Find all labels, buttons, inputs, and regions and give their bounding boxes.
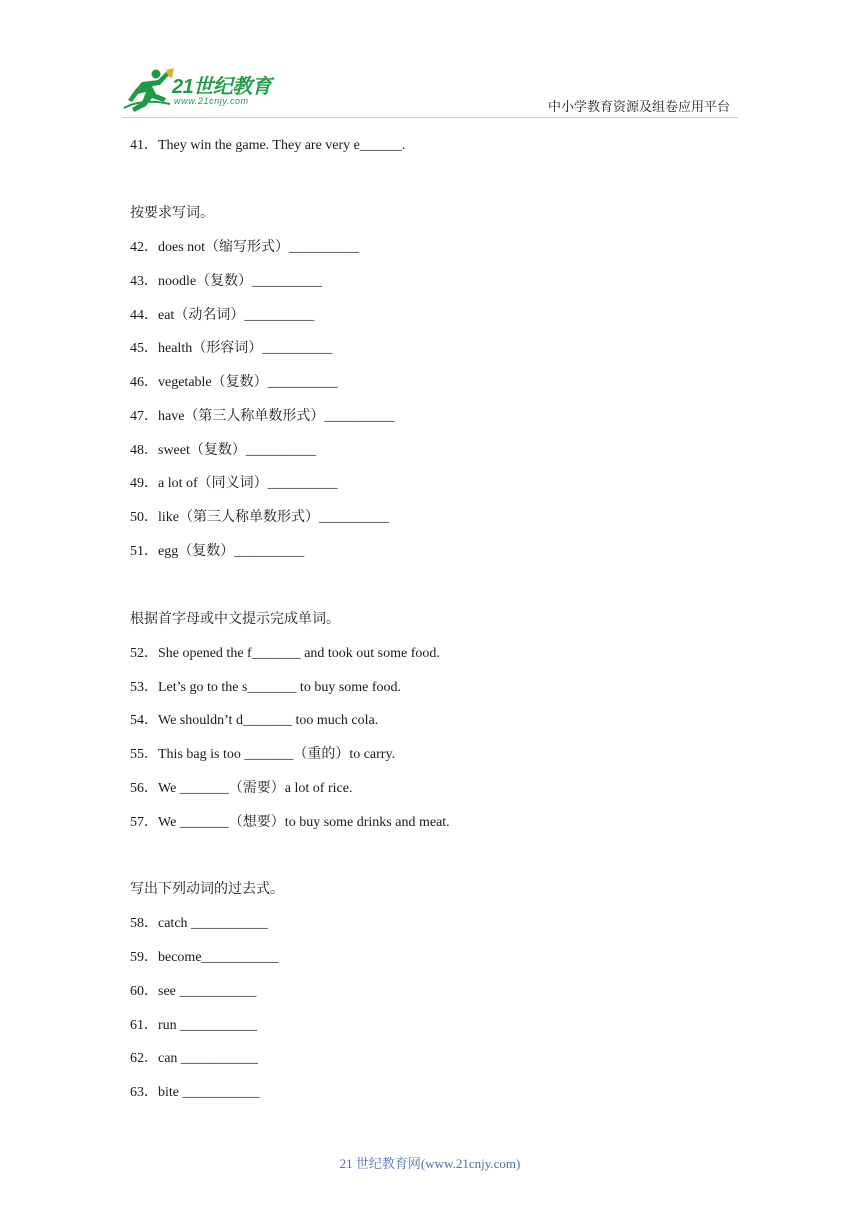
question-57: 57．We _______（想要）to buy some drinks and meat. bbox=[130, 815, 450, 830]
question-45: 45．health（形容词）__________ bbox=[130, 341, 333, 356]
question-43: 43．noodle（复数）__________ bbox=[130, 274, 323, 289]
logo-text: 21世纪教育 bbox=[172, 76, 272, 98]
question-48: 48．sweet（复数）__________ bbox=[130, 443, 316, 458]
question-42: 42．does not（缩写形式）__________ bbox=[130, 240, 360, 255]
logo-url: www.21cnjy.com bbox=[174, 96, 249, 106]
question-41: 41．They win the game. They are very e______. bbox=[130, 138, 406, 153]
question-52: 52．She opened the f_______ and took out some food. bbox=[130, 646, 440, 661]
page-footer: 21 世纪教育网(www.21cnjy.com) bbox=[339, 1156, 521, 1171]
question-51: 51．egg（复数）__________ bbox=[130, 544, 305, 559]
section-heading-past-tense: 写出下列动词的过去式。 bbox=[130, 882, 284, 897]
question-61: 61．run ___________ bbox=[130, 1018, 258, 1033]
question-63: 63．bite ___________ bbox=[130, 1085, 260, 1100]
brand-logo bbox=[122, 68, 292, 114]
question-53: 53．Let’s go to the s_______ to buy some food. bbox=[130, 680, 402, 695]
question-56: 56．We _______（需要）a lot of rice. bbox=[130, 781, 353, 796]
question-58: 58．catch ___________ bbox=[130, 916, 269, 931]
question-49: 49．a lot of（同义词）__________ bbox=[130, 476, 338, 491]
question-54: 54．We shouldn’t d_______ too much cola. bbox=[130, 713, 379, 728]
question-46: 46．vegetable（复数）__________ bbox=[130, 375, 338, 390]
header-slogan: 中小学教育资源及组卷应用平台 bbox=[547, 99, 730, 114]
question-47: 47．have（第三人称单数形式）__________ bbox=[130, 409, 395, 424]
question-60: 60．see ___________ bbox=[130, 984, 257, 999]
page-header bbox=[0, 0, 860, 125]
question-62: 62．can ___________ bbox=[130, 1051, 258, 1066]
question-50: 50．like（第三人称单数形式）__________ bbox=[130, 510, 389, 525]
question-59: 59．become___________ bbox=[130, 950, 279, 965]
runner-logo-icon bbox=[122, 68, 174, 114]
header-divider bbox=[122, 117, 738, 118]
question-44: 44．eat（动名词）__________ bbox=[130, 308, 315, 323]
section-heading-word-forms: 按要求写词。 bbox=[130, 206, 214, 221]
section-heading-fill-words: 根据首字母或中文提示完成单词。 bbox=[130, 612, 340, 627]
question-55: 55．This bag is too _______（重的）to carry. bbox=[130, 747, 396, 762]
